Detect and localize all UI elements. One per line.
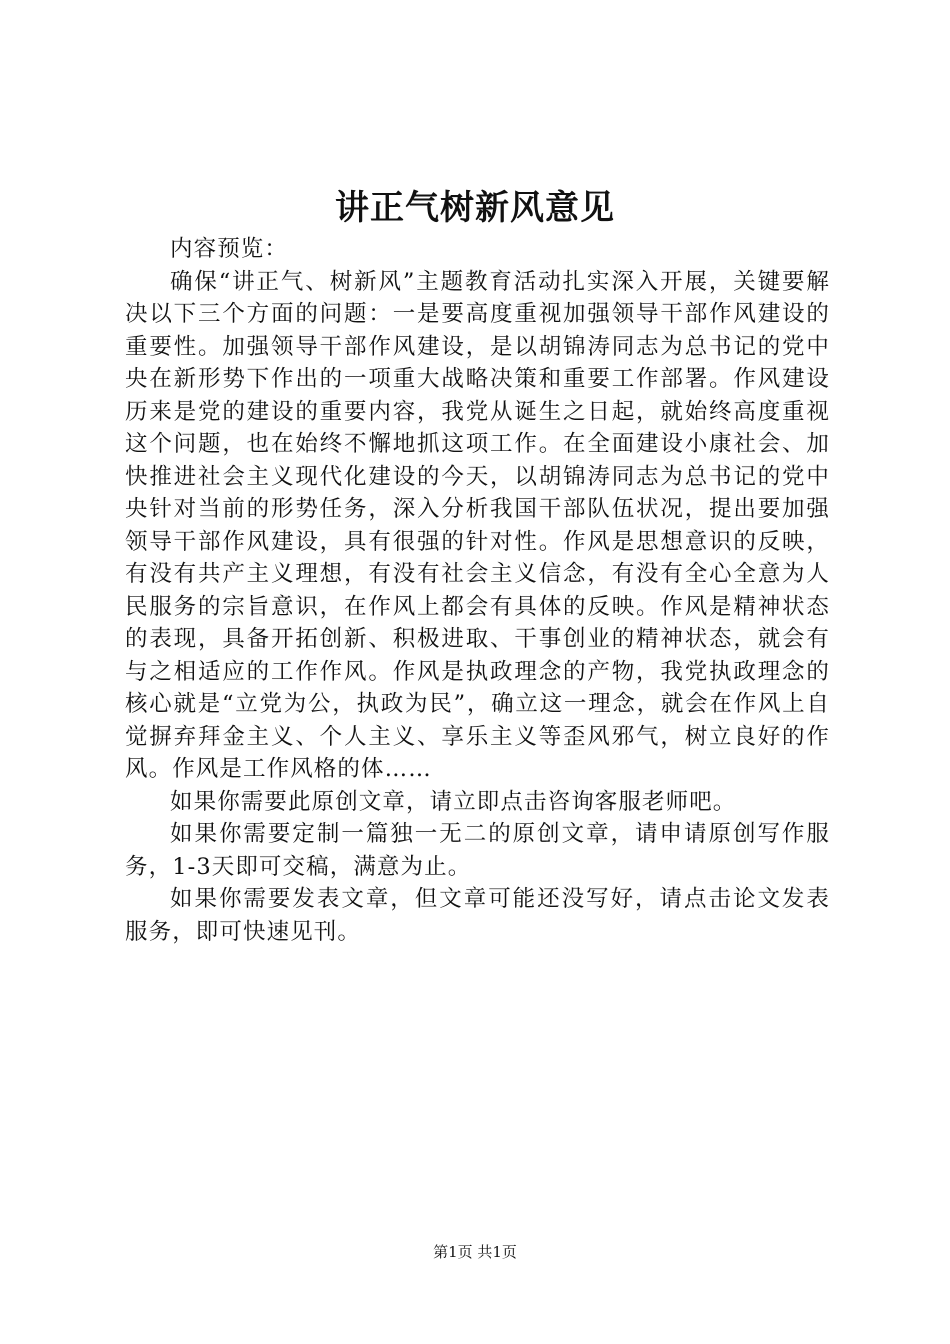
document-title: 讲正气树新风意见 xyxy=(335,188,615,228)
preview-label: 内容预览： xyxy=(170,236,289,262)
page-footer: 第1页 共1页 xyxy=(433,1243,517,1261)
notice-consult: 如果你需要此原创文章，请立即点击咨询客服老师吧。 xyxy=(170,788,737,815)
document-body xyxy=(125,233,830,948)
notice-custom-writing: 如果你需要定制一篇独一无二的原创文章，请申请原创写作服务，1-3天即可交稿，满意为止。 xyxy=(125,821,830,880)
notice-publication: 如果你需要发表文章，但文章可能还没写好，请点击论文发表服务，即可快速见刊。 xyxy=(125,886,830,945)
main-paragraph: 确保“讲正气、树新风”主题教育活动扎实深入开展，关键要解决以下三个方面的问题：一是要高度重视加强领导干部作风建设的重要性。加强领导干部作风建设，是以胡锦涛同志为总书记的党中央在新形势下作出的一项重大战略决策和重要工作部署。作风建设历来是党的建设的重要内容，我党从诞生之日起，就始终高度重视这个问题，也在始终不懈地抓这项工作。在全面建设小康社会、加快推进社会主义现代化建设的今天，以胡锦涛同志为总书记的党中央针对当前的形势任务，深入分析我国干部队伍状况，提出要加强领导干部作风建设，具有很强的针对性。作风是思想意识的反映，有没有共产主义理想，有没有社会主义信念，有没有全心全意为人民服务的宗旨意识，在作风上都会有具体的反映。作风是精神状态的表现，具备开拓创新、积极进取、干事创业的精神状态，就会有与之相适应的工作作风。作风是执政理念的产物，我党执政理念的核心就是“立党为公，执政为民”，确立这一理念，就会在作风上自觉摒弃拜金主义、个人主义、享乐主义等歪风邪气，树立良好的作风。作风是工作风格的体…… xyxy=(125,268,830,782)
